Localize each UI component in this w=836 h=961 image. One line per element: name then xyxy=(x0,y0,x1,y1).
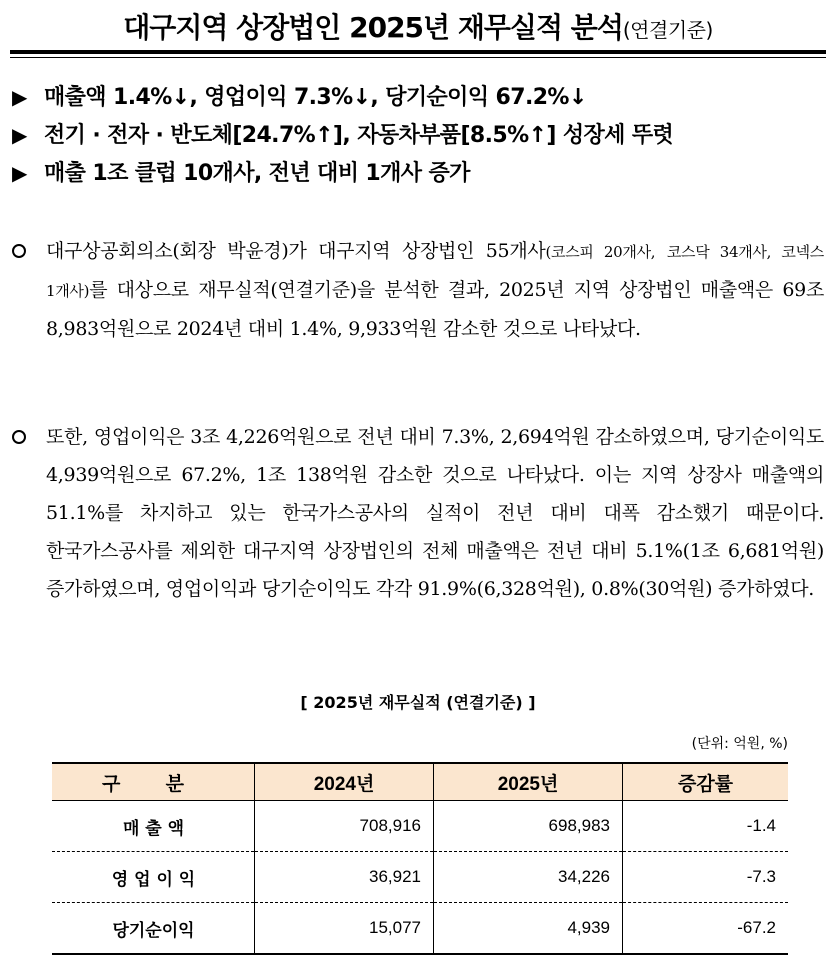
cell-2024: 36,921 xyxy=(255,852,434,903)
title-main: 대구지역 상장법인 2025년 재무실적 분석 xyxy=(123,11,623,44)
header-change: 증감률 xyxy=(623,763,789,801)
header-2024: 2024년 xyxy=(255,763,434,801)
summary-bullet: ▶ 매출액 1.4%↓, 영업이익 7.3%↓, 당기순이익 67.2%↓ xyxy=(12,78,822,116)
row-label: 당기순이익 xyxy=(52,903,255,955)
paragraph-2: 또한, 영업이익은 3조 4,226억원으로 전년 대비 7.3%, 2,694억원 감소하였으며, 당기순이익도 4,939억원으로 67.2%, 1조 138억원 감소한 것으로 나타났다. 이는 지역 상장사 매출액의 51.1%를 차지하고 있는 한국가스공사의 실적이 전년 대비 대폭 감소했기 때문이다. 한국가스공사를 제외한 대구지역 상장법인의 전체 매출액은 전년 대비 5.1%(1조 6,681억원) 증가하였으며, 영업이익과 당기순이익도 각각 91.9%(6,328억원), 0.8%(30억원) 증가하였다. xyxy=(12,418,824,608)
header-2025: 2025년 xyxy=(434,763,623,801)
cell-2025: 698,983 xyxy=(434,801,623,852)
circle-bullet-icon xyxy=(12,244,26,258)
title-rule-thin xyxy=(10,57,826,58)
cell-change: -7.3 xyxy=(623,852,789,903)
cell-change: -67.2 xyxy=(623,903,789,955)
cell-change: -1.4 xyxy=(623,801,789,852)
triangle-bullet-icon: ▶ xyxy=(12,85,27,109)
table-row xyxy=(52,801,788,852)
cell-2025: 34,226 xyxy=(434,852,623,903)
financial-table xyxy=(52,762,788,955)
table-row xyxy=(52,903,788,955)
triangle-bullet-icon: ▶ xyxy=(12,123,27,147)
cell-2025: 4,939 xyxy=(434,903,623,955)
title-rule-thick xyxy=(10,50,826,54)
summary-bullets xyxy=(12,78,822,192)
cell-2024: 708,916 xyxy=(255,801,434,852)
table-header-row xyxy=(52,763,788,801)
summary-bullet: ▶ 전기 · 전자 · 반도체[24.7%↑], 자동차부품[8.5%↑] 성장세 뚜렷 xyxy=(12,116,822,154)
title-sub: (연결기준) xyxy=(622,18,713,42)
header-category: 구 분 xyxy=(52,763,255,801)
page-title xyxy=(0,6,836,46)
summary-bullet: ▶ 매출 1조 클럽 10개사, 전년 대비 1개사 증가 xyxy=(12,154,822,192)
row-label: 매 출 액 xyxy=(52,801,255,852)
table-unit: (단위: 억원, %) xyxy=(691,736,788,752)
cell-2024: 15,077 xyxy=(255,903,434,955)
paragraph-1: 대구상공회의소(회장 박윤경)가 대구지역 상장법인 55개사(코스피 20개사, 코스닥 34개사, 코넥스 1개사)를 대상으로 재무실적(연결기준)을 분석한 결과, 2025년 지역 상장법인 매출액은 69조 8,983억원으로 2024년 대비 1.4%, 9,933억원 감소한 것으로 나타났다. xyxy=(12,232,824,348)
row-label: 영 업 이 익 xyxy=(52,852,255,903)
circle-bullet-icon xyxy=(12,430,26,444)
table-row xyxy=(52,852,788,903)
table-caption: [ 2025년 재무실적 (연결기준) ] xyxy=(300,693,536,712)
triangle-bullet-icon: ▶ xyxy=(12,161,27,185)
